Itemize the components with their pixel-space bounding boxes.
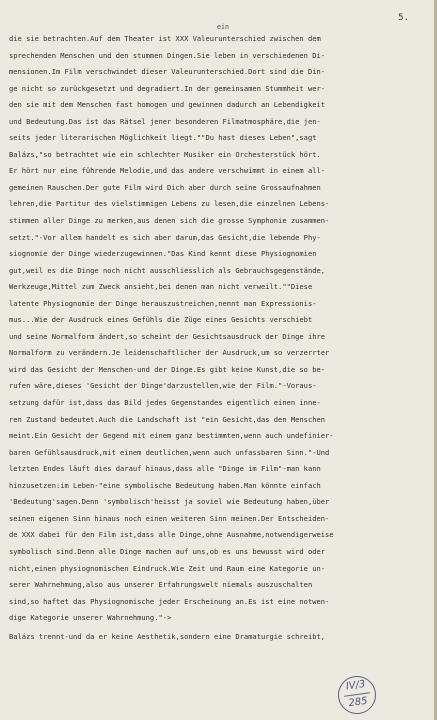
text-line: ge nicht so zurückgesetzt und degradiert.In der gemeinsamen Stummheit wer-	[9, 83, 326, 93]
text-line: lehren,die Partitur des vielstimmigen Lebens zu lesen,die einzelnen Lebens-	[9, 199, 330, 209]
text-line: stimmen aller Dinge zu merken,aus denen sich die grosse Symphonie zusammen-	[9, 216, 330, 226]
text-line: Werkzeuge,Mittel zum Zweck ansieht,bei denen man nicht verweilt.""Diese	[9, 282, 313, 292]
text-line: dige Kategorie unserer Wahrnehmung."->	[9, 613, 172, 623]
text-line: Balázs,"so betrachtet wie ein schlechter Musiker ein Orchesterstück hört.	[9, 149, 321, 159]
archive-stamp	[336, 674, 379, 717]
text-line: latente Physiognomie der Dinge herauszustreichen,nennt man Expressionis-	[9, 298, 317, 308]
text-line: nicht,einen physiognomischen Eindruck.Wie Zeit und Raum eine Kategorie un-	[9, 563, 326, 573]
text-line: mensionen.Im Film verschwindet dieser Valeurunterschied.Dort sind die Din-	[9, 67, 326, 77]
text-line: setzung dafür ist,dass das Bild jedes Gegenstandes eigentlich einen inne-	[9, 398, 321, 408]
text-line: hinzusetzen:im Leben-"eine symbolische Bedeutung haben.Man könnte einfach	[9, 480, 321, 490]
text-line: symbolisch sind.Denn alle Dinge machen auf uns,ob es uns bewusst wird oder	[9, 546, 326, 556]
text-line: letzten Endes läuft dies darauf hinaus,dass alle "Dinge im Film"-man kann	[9, 464, 321, 474]
text-line: serer Wahrnehmung,also aus unserer Erfahrungswelt niemals auszuschalten	[9, 580, 313, 590]
text-line: mus...Wie der Ausdruck eines Gefühls die Züge eines Gesichts verschiebt	[9, 315, 313, 325]
text-line: und Bedeutung.Das ist das Rätsel jener besonderen Filmatmosphäre,die jen-	[9, 116, 321, 126]
text-line: den sie mit dem Menschen fast homogen und gewinnen dadurch an Lebendigkeit	[9, 100, 326, 110]
page-number: 5.	[398, 13, 409, 23]
text-line: Normalform zu verändern.Je leidenschaftlicher der Ausdruck,um so verzerrter	[9, 348, 330, 358]
text-line: sind,so haftet das Physiognomische jeder Erscheinung an.Es ist eine notwen-	[9, 596, 330, 606]
text-line: sprechenden Menschen und den stummen Dingen.Sie leben in verschiedenen Di-	[9, 50, 326, 60]
text-line: seits jeder literarischen Möglichkeit liegt.""Du hast dieses Leben",sagt	[9, 133, 317, 143]
text-line: 'Bedeutung'sagen.Denn 'symbolisch'heisst ja soviel wie Bedeutung haben,über	[9, 497, 330, 507]
text-line: siognomie der Dinge wiederzugewinnen."Das Kind kennt diese Physiognomien	[9, 249, 317, 259]
text-line: gut,weil es die Dinge noch nicht ausschliesslich als Gebrauchsgegenstände,	[9, 265, 326, 275]
text-line: Balázs trennt-und da er keine Aesthetik,sondern eine Dramaturgie schreibt,	[9, 631, 326, 641]
text-line: und seine Normalform ändert,so scheint der Gesichtsausdruck der Dinge ihre	[9, 331, 326, 341]
text-line: de XXX dabei für den Film ist,dass alle Dinge,ohne Ausnahme,notwendigerweise	[9, 530, 334, 540]
text-line: ren Zustand bedeutet.Auch die Landschaft ist "ein Gesicht,das den Menschen	[9, 414, 326, 424]
text-line: rufen wäre,dieses 'Gesicht der Dinge'darzustellen,wie der Film."-Voraus-	[9, 381, 317, 391]
typewritten-text-block	[9, 31, 425, 645]
text-line: seinen eigenen Sinn hinaus noch einen weiteren Sinn meinen.Der Entscheiden-	[9, 513, 330, 523]
handwritten-insertion: ein	[217, 23, 229, 31]
text-line: baren Gefühlsausdruck,mit einem deutlichen,wenn auch unfassbaren Sinn."-Und	[9, 447, 330, 457]
text-line: Er hört nur eine führende Melodie,und das andere verschwimmt in einem all-	[9, 166, 326, 176]
stamp-sheet-number: 285	[347, 695, 369, 710]
text-line: meint.Ein Gesicht der Gegend mit einem ganz bestimmten,wenn auch undefinier-	[9, 431, 334, 441]
text-line: gemeinen Rauschen.Der gute Film wird Dich aber durch seine Grossaufnahmen	[9, 182, 321, 192]
text-line: wird das Gesicht der Menschen-und der Dinge.Es gibt keine Kunst,die so be-	[9, 364, 326, 374]
stamp-folder-number: IV/3	[345, 678, 367, 693]
text-line: die sie betrachten.Auf dem Theater ist XXX Valeurunterschied zwischen dem	[9, 34, 321, 43]
text-line: setzt."-Vor allem handelt es sich aber darum,das Gesicht,die lebende Phy-	[9, 232, 321, 242]
